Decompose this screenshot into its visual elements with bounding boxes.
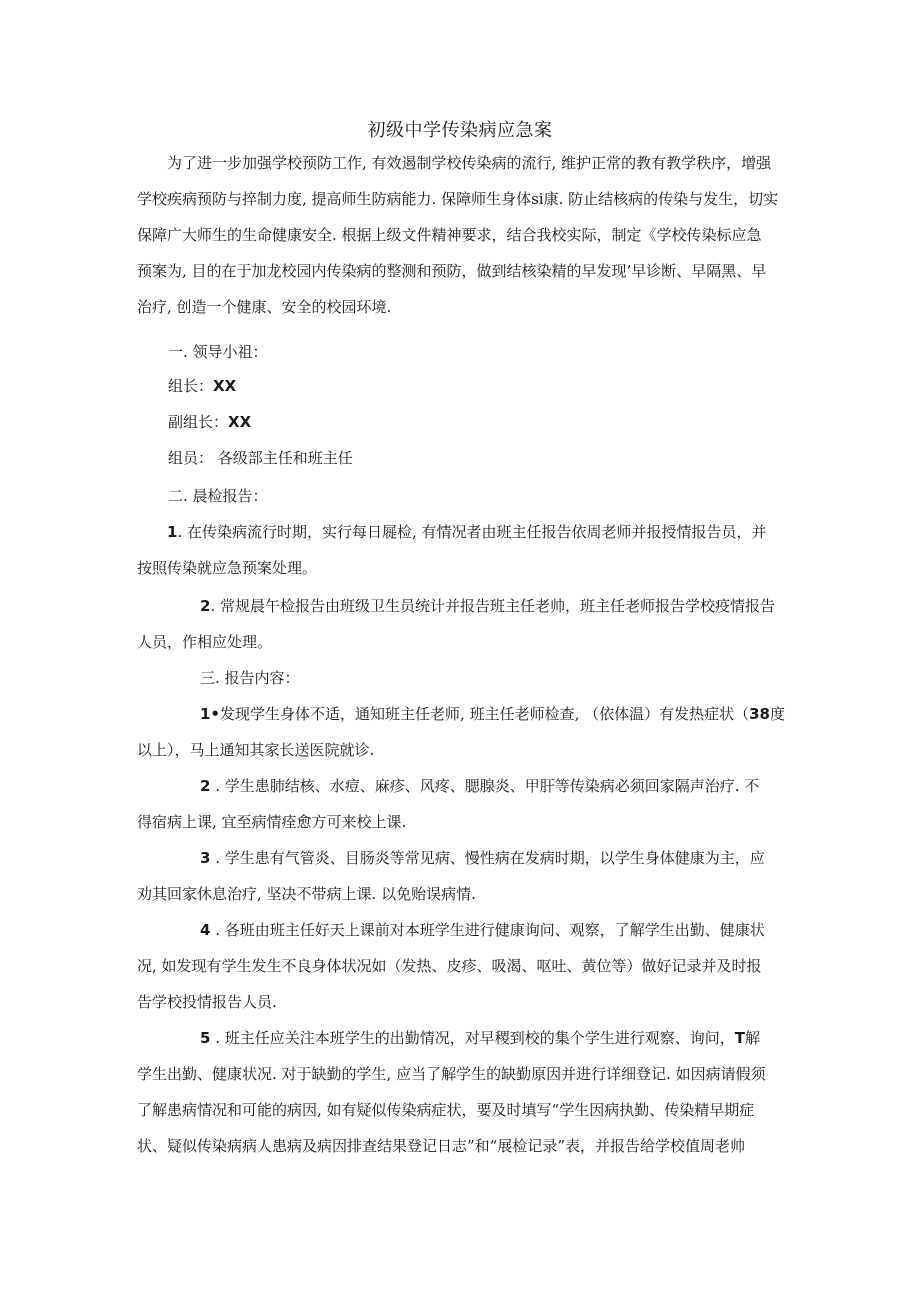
item-line: 按照传染就应急预案处理。: [137, 559, 318, 577]
item-line: 得宿病上课, 宜至病情痊愈方可来校上课.: [137, 813, 407, 831]
item-number: 1: [167, 523, 178, 541]
leader-label: 组长：: [168, 377, 214, 395]
section3-item5: [137, 1020, 787, 1164]
item-line: 告学校投情报告人员.: [137, 993, 277, 1011]
item-line: 况, 如发现有学生发生不良身体状况如（发热、皮疹、吸渴、呕吐、黄位等）做好记录并及时报: [137, 957, 762, 975]
item-line: [137, 514, 787, 550]
section2-heading: 二. 晨检报告：: [168, 487, 268, 505]
item-text: 度: [769, 705, 785, 723]
item-line: [137, 840, 787, 876]
intro-paragraph: [137, 145, 787, 325]
item-line: [137, 588, 787, 624]
members-line: 组员： 各级部主任和班主任: [168, 449, 353, 467]
intro-line: 治疗, 创造一个健康、安全的校园环境.: [137, 298, 392, 316]
item-line: 状、疑似传染病病人患病及病因排查结果登记日志”和“展检记录”表，并报告给学校值周老帅: [137, 1137, 746, 1155]
item-line: [137, 768, 787, 804]
item-text: 解: [744, 1029, 760, 1047]
item-line: 以上），马上通知其家长送医院就诊.: [137, 741, 375, 759]
item-line: [137, 696, 787, 732]
item-line: 劝其回家休息治疗, 坚决不带病上课. 以免贻误病情.: [137, 885, 476, 903]
section3-item3: [137, 840, 787, 912]
item-text: . 各班由班主任好天上课前对本班学生进行健康询问、观察，了解学生出勤、健康状: [210, 921, 765, 939]
intro-line: 为了进一步加强学校预防工作, 有效遏制学校传染病的流行, 维护正常的教有教学秩序，增强: [167, 154, 772, 172]
item-text: . 学生患肺结核、水痘、麻疹、风疼、腮腺炎、甲肝等传染病必须回家隔声治疗. 不: [210, 777, 760, 795]
item-text: . 学生患有气管炎、目肠炎等常见病、慢性病在发病时期，以学生身体健康为主，应: [210, 849, 765, 867]
section3-item2: [137, 768, 787, 840]
item-text: . 常规晨午检报告由班级卫生员统计并报告班主任老帅，班主任老师报告学校疫情报告: [210, 597, 775, 615]
section3-item4: [137, 912, 787, 1020]
item-number: 3: [200, 849, 211, 867]
item-line: [137, 912, 787, 948]
item-line: 了解患病情况和可能的病因, 如有疑似传染病症状，要及时填写“学生因病执勤、传染精早期症: [137, 1101, 755, 1119]
intro-line: 学校疾病预防与捽制力度, 提高师生防病能力. 保障师生身体si康. 防止结核病的传染与发生，切实: [137, 190, 779, 208]
item-number: 2: [200, 777, 211, 795]
deputy-value: XX: [228, 413, 252, 431]
section2-item1: [137, 514, 787, 586]
item-text: 发现学生身体不适，通知班主任老师, 班主任老师检查, （依体温）有发热症状（: [220, 705, 750, 723]
item-line: 人员，作相应处理。: [137, 633, 273, 651]
item-number: 4: [200, 921, 211, 939]
item-number: 1•: [200, 705, 221, 723]
deputy-label: 副组长：: [168, 413, 229, 431]
section2-item2: [137, 588, 787, 660]
item-text: . 在传染病流行时期，实行每日屣检, 有情况者由班主任报告依周老师并报授情报告员，并: [177, 523, 767, 541]
item-text: . 班主任应关注本班学生的出勤情况，对早稷到校的集个学生进行观察、询问，: [210, 1029, 735, 1047]
item-number: 2: [200, 597, 211, 615]
item-glyph: T: [734, 1029, 745, 1047]
item-number: 5: [200, 1029, 211, 1047]
item-line: [137, 1020, 787, 1056]
intro-line: 保障广大师生的生命健康安全. 根据上级文件精神要求，结合我校实际，制定《学校传染标应急: [137, 226, 762, 244]
deputy-line: [168, 404, 251, 440]
section3-item1: [137, 696, 787, 768]
section1-heading: 一. 领导小祖：: [168, 343, 268, 361]
leader-value: XX: [213, 377, 237, 395]
temperature-value: 38: [749, 705, 770, 723]
section3-heading: 三. 报告内容：: [200, 669, 300, 687]
item-line: 学生出勤、健康状况. 对于缺勤的学生, 应当了解学生的缺勤原因并进行详细登记. 如因病请假须: [137, 1065, 766, 1083]
leader-line: [168, 368, 236, 404]
intro-line: 预案为, 目的在于加龙校园内传染病的整测和预防，做到结核染精的早发现’早诊断、早隔黑、早: [137, 262, 767, 280]
document-title: 初级中学传染病应急案: [367, 120, 553, 141]
